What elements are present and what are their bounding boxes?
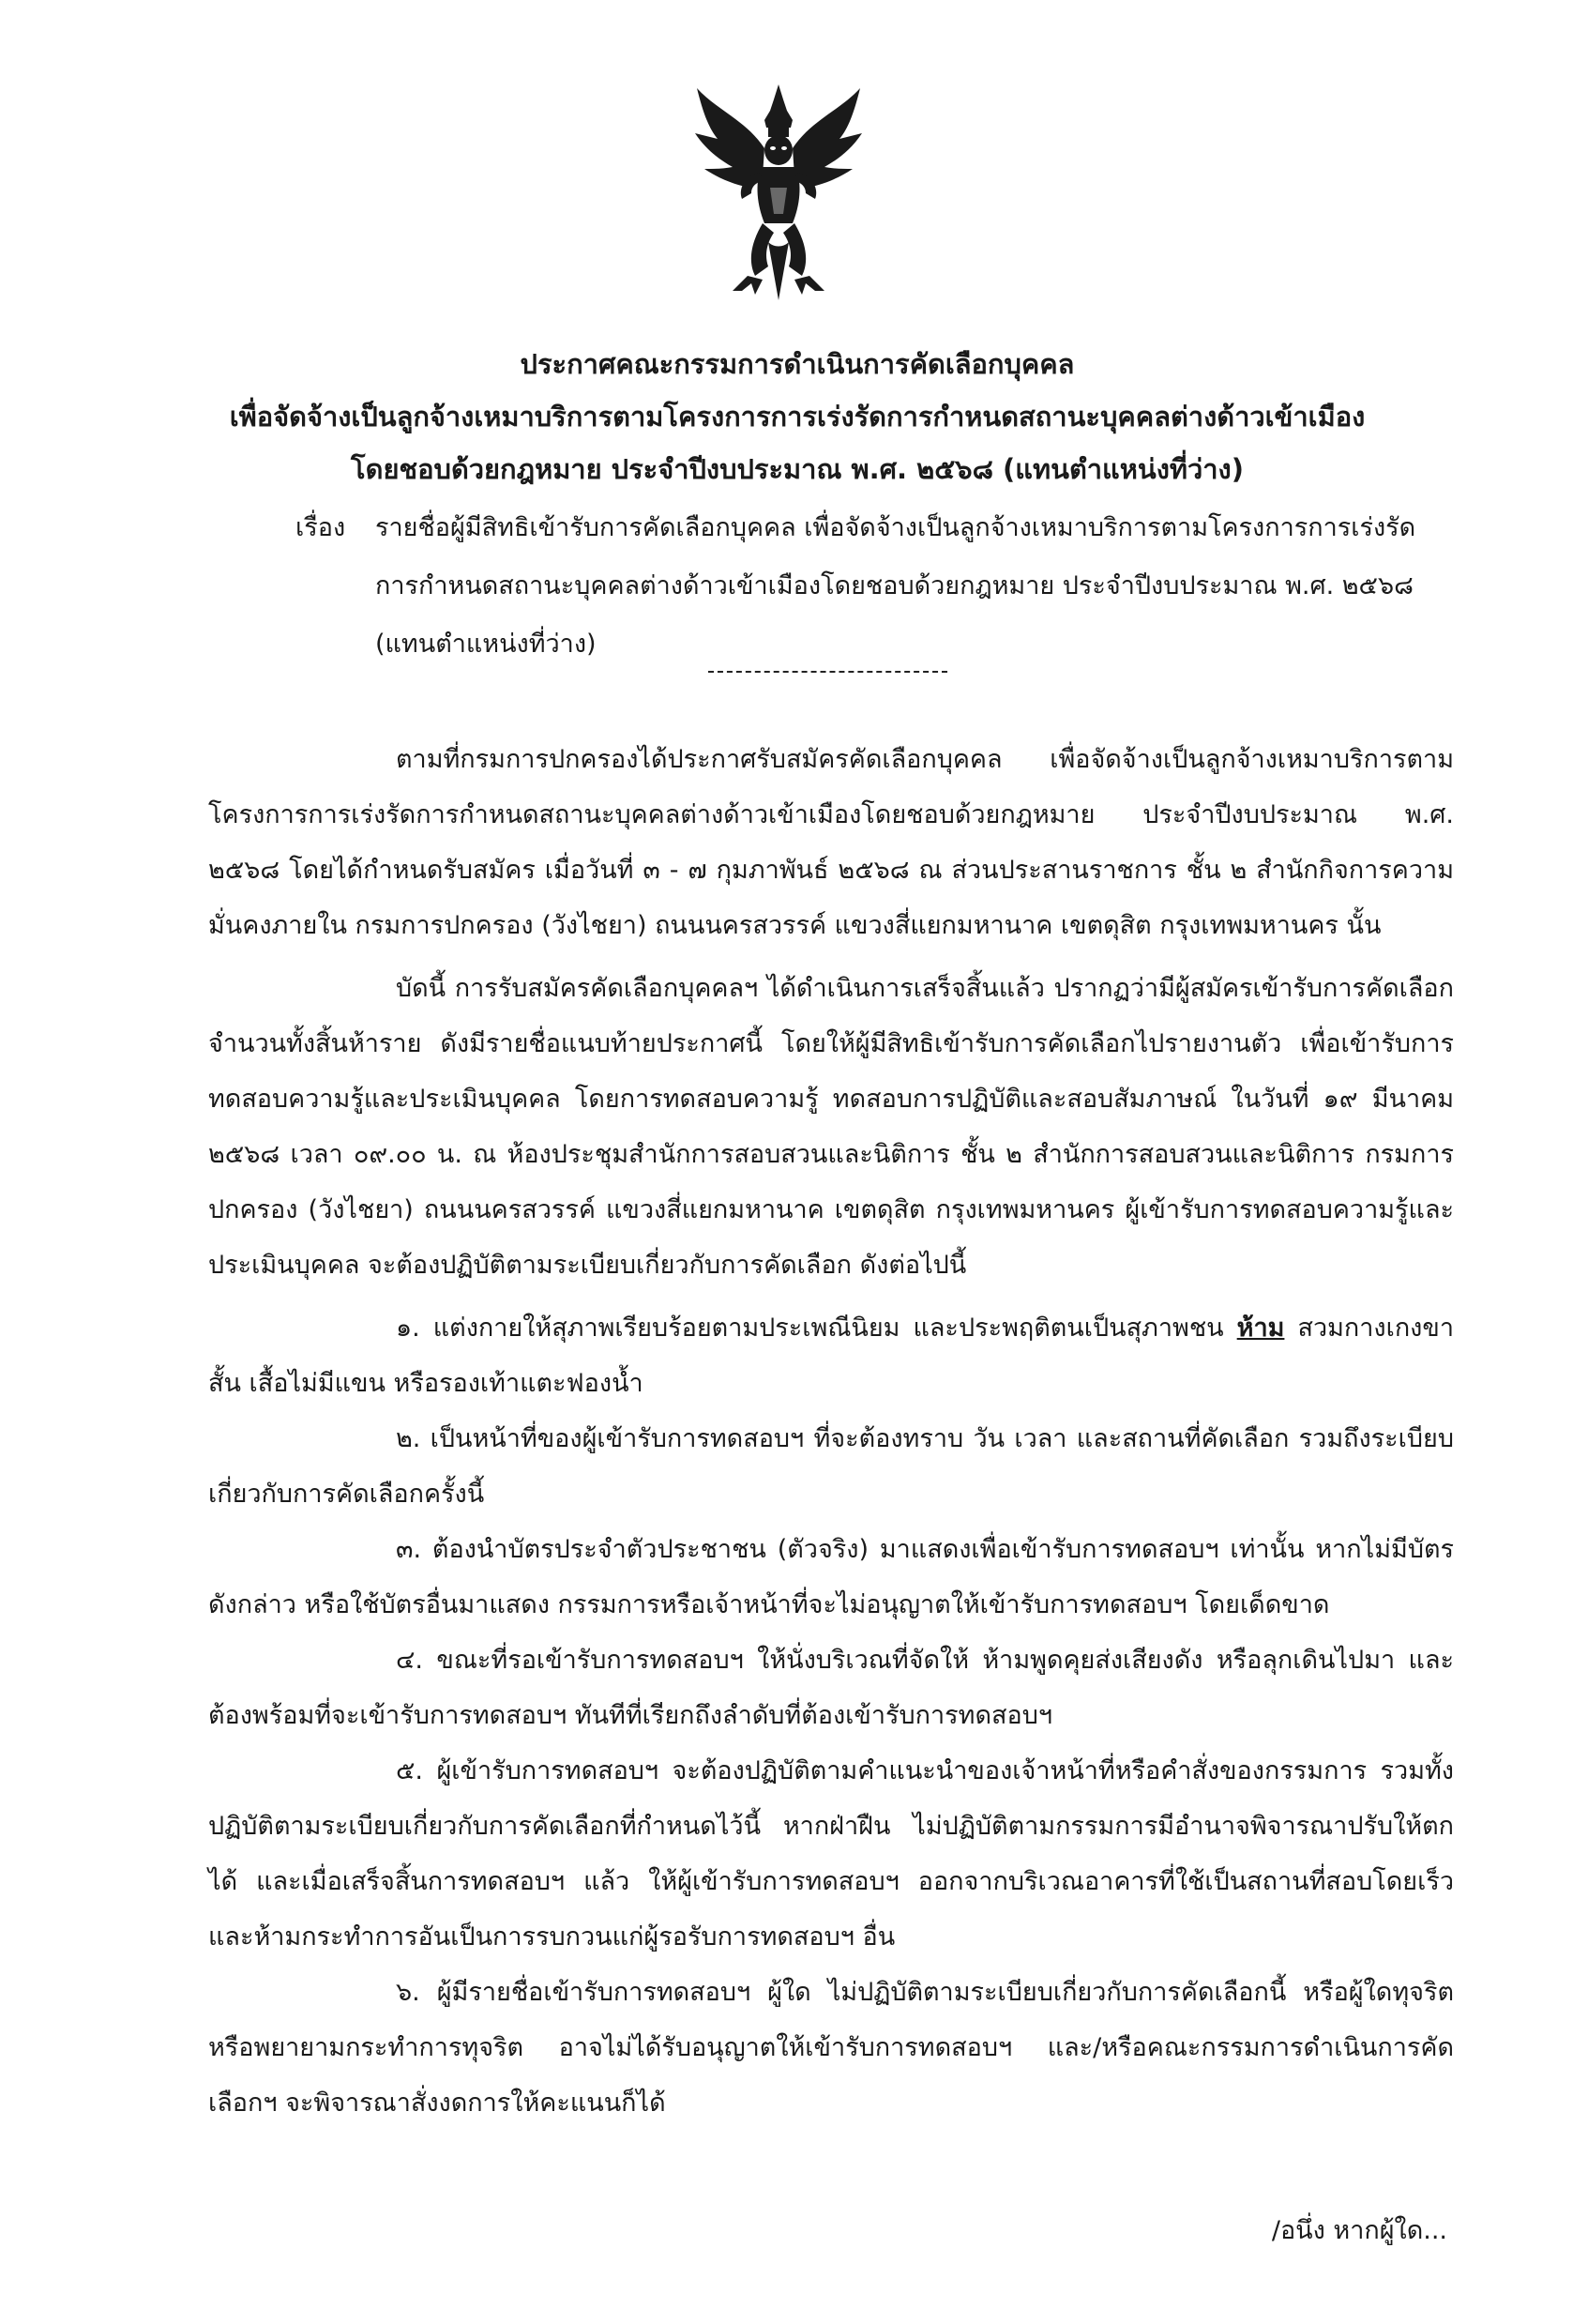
paragraph-2: บัดนี้ การรับสมัครคัดเลือกบุคคลฯ ได้ดำเนินการเสร็จสิ้นแล้ว ปรากฏว่ามีผู้สมัครเข้ารับการคัดเลือก จำนวนทั้งสิ้นห้าราย ดังมีรายชื่อแนบท้ายประกาศนี้ โดยให้ผู้มีสิทธิเข้ารับการคัดเลือกไปรายงานตัว เพื่อเข้ารับการทดสอบความรู้และประเมินบุคคล โดยการทดสอบความรู้ ทดสอบการปฏิบัติและสอบสัมภาษณ์ ในวันที่ ๑๙ มีนาคม ๒๕๖๘ เวลา ๐๙.๐๐ น. ณ ห้องประชุมสำนักการสอบสวนและนิติการ ชั้น ๒ สำนักการสอบสวนและนิติการ กรมการปกครอง (วังไชยา) ถนนนครสวรรค์ แขวงสี่แยกมหานาค เขตดุสิต กรุงเทพมหานคร ผู้เข้ารับการทดสอบความรู้และประเมินบุคคล จะต้องปฏิบัติตามระเบียบเกี่ยวกับการคัดเลือก ดังต่อไปนี้	[208, 974, 1454, 1280]
subject-label: เรื่อง	[295, 513, 346, 542]
rule-item-1-ban-text: สวมกางเกงขาสั้น เสื้อไม่มีแขน หรือรองเท้าแตะฟองน้ำ	[208, 1314, 1454, 1398]
rule-item-4: ๔. ขณะที่รอเข้ารับการทดสอบฯ ให้นั่งบริเวณที่จัดให้ ห้ามพูดคุยส่งเสียงดัง หรือลุกเดินไปมา และต้องพร้อมที่จะเข้ารับการทดสอบฯ ทันทีที่เรียกถึงลำดับที่ต้องเข้ารับการทดสอบฯ	[208, 1646, 1454, 1730]
rule-item-3: ๓. ต้องนำบัตรประจำตัวประชาชน (ตัวจริง) มาแสดงเพื่อเข้ารับการทดสอบฯ เท่านั้น หากไม่มีบัตรดังกล่าว หรือใช้บัตรอื่นมาแสดง กรรมการหรือเจ้าหน้าที่จะไม่อนุญาตให้เข้ารับการทดสอบฯ โดยเด็ดขาด	[208, 1535, 1454, 1619]
document-body	[208, 732, 1454, 2131]
subject-text: รายชื่อผู้มีสิทธิเข้ารับการคัดเลือกบุคคล เพื่อจัดจ้างเป็นลูกจ้างเหมาบริการตามโครงการการเร่งรัดการกำหนดสถานะบุคคลต่างด้าวเข้าเมืองโดยชอบด้วยกฎหมาย ประจำปีงบประมาณ พ.ศ. ๒๕๖๘ (แทนตำแหน่งที่ว่าง)	[375, 513, 1416, 659]
rule-item-2: ๒. เป็นหน้าที่ของผู้เข้ารับการทดสอบฯ ที่จะต้องทราบ วัน เวลา และสถานที่คัดเลือก รวมถึงระเบียบเกี่ยวกับการคัดเลือกครั้งนี้	[208, 1424, 1454, 1509]
garuda-emblem	[689, 83, 868, 308]
paragraph-1: ตามที่กรมการปกครองได้ประกาศรับสมัครคัดเลือกบุคคล เพื่อจัดจ้างเป็นลูกจ้างเหมาบริการตามโครงการการเร่งรัดการกำหนดสถานะบุคคลต่างด้าวเข้าเมืองโดยชอบด้วยกฎหมาย ประจำปีงบประมาณ พ.ศ. ๒๕๖๘ โดยได้กำหนดรับสมัคร เมื่อวันที่ ๓ - ๗ กุมภาพันธ์ ๒๕๖๘ ณ ส่วนประสานราชการ ชั้น ๒ สำนักกิจการความมั่นคงภายใน กรมการปกครอง (วังไชยา) ถนนนครสวรรค์ แขวงสี่แยกมหานาค เขตดุสิต กรุงเทพมหานคร นั้น	[208, 745, 1454, 940]
header-line-3: โดยชอบด้วยกฎหมาย ประจำปีงบประมาณ พ.ศ. ๒๕๖๘ (แทนตำแหน่งที่ว่าง)	[351, 453, 1244, 485]
continuation-note: /อนึ่ง หากผู้ใด...	[1271, 2216, 1447, 2245]
rule-item-1	[208, 1300, 1454, 1411]
header-line-1: ประกาศคณะกรรมการดำเนินการคัดเลือกบุคคล	[520, 348, 1075, 380]
header-line-2: เพื่อจัดจ้างเป็นลูกจ้างเหมาบริการตามโครงการการเร่งรัดการกำหนดสถานะบุคคลต่างด้าวเข้าเมือง	[229, 401, 1366, 433]
divider-line	[708, 671, 947, 673]
subject-block	[295, 499, 1459, 674]
rule-item-6: ๖. ผู้มีรายชื่อเข้ารับการทดสอบฯ ผู้ใด ไม่ปฏิบัติตามระเบียบเกี่ยวกับการคัดเลือกนี้ หรือผู้ใดทุจริตหรือพยายามกระทำการทุจริต อาจไม่ได้รับอนุญาตให้เข้ารับการทดสอบฯ และ/หรือคณะกรรมการดำเนินการคัดเลือกฯ จะพิจารณาสั่งงดการให้คะแนนก็ได้	[208, 1978, 1454, 2118]
rule-item-5: ๕. ผู้เข้ารับการทดสอบฯ จะต้องปฏิบัติตามคำแนะนำของเจ้าหน้าที่หรือคำสั่งของกรรมการ รวมทั้งปฏิบัติตามระเบียบเกี่ยวกับการคัดเลือกที่กำหนดไว้นี้ หากฝ่าฝืน ไม่ปฏิบัติตามกรรมการมีอำนาจพิจารณาปรับให้ตกได้ และเมื่อเสร็จสิ้นการทดสอบฯ แล้ว ให้ผู้เข้ารับการทดสอบฯ ออกจากบริเวณอาคารที่ใช้เป็นสถานที่สอบโดยเร็ว และห้ามกระทำการอันเป็นการรบกวนแก่ผู้รอรับการทดสอบฯ อื่น	[208, 1756, 1454, 1952]
rule-item-1-ban: ห้าม	[1236, 1314, 1285, 1343]
rule-item-1-text: ๑. แต่งกายให้สุภาพเรียบร้อยตามประเพณีนิยม และประพฤติตนเป็นสุภาพชน	[396, 1314, 1224, 1343]
